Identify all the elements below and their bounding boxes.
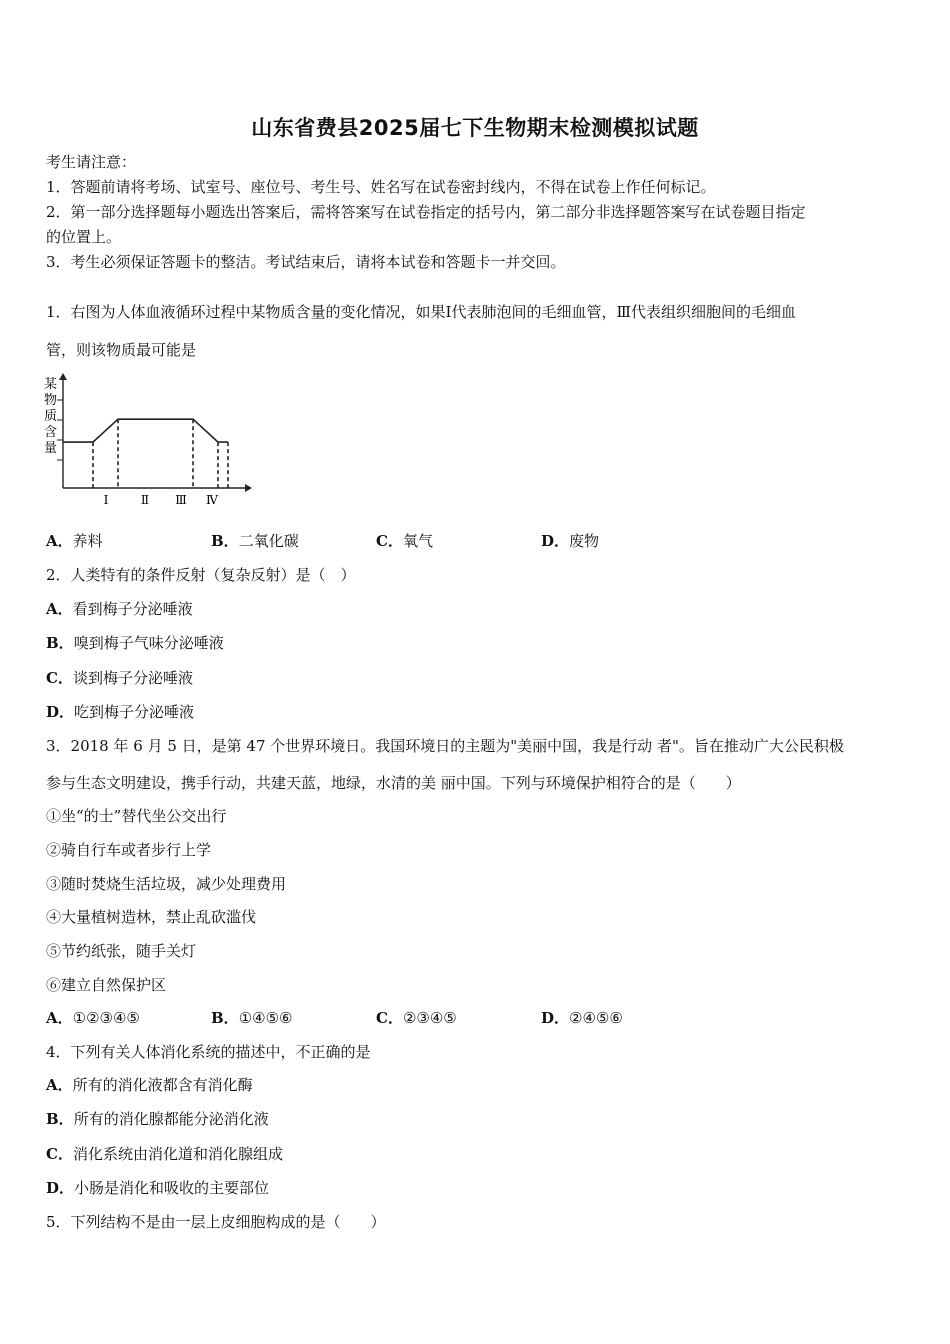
q1-chart [40,372,255,512]
q2-option-a[interactable]: A．看到梅子分泌唾液 [46,600,193,618]
chart-ylabel-char: 质 [44,409,58,424]
q4-option-b[interactable]: B．所有的消化腺都能分泌消化液 [46,1110,269,1128]
q3-stem-line2: 参与生态文明建设，携手行动，共建天蓝，地绿，水清的美 丽中国。下列与环境保护相符合的是（ ） [46,774,741,792]
chart-ylabel-char: 物 [44,393,58,408]
notice-item: 3．考生必须保证答题卡的整洁。考试结束后，请将本试卷和答题卡一并交回。 [46,253,566,271]
q3-item: ④大量植树造林，禁止乱砍滥伐 [46,908,257,926]
q1-option-d[interactable]: D．废物 [541,532,600,550]
chart-x-arrow [245,484,252,492]
q1-option-b[interactable]: B．二氧化碳 [211,532,299,550]
page-title: 山东省费县2025届七下生物期末检测模拟试题 [251,116,699,140]
q4-option-a[interactable]: A．所有的消化液都含有消化酶 [46,1076,253,1094]
chart-xtick-label: Ⅰ [103,493,109,507]
notice-heading: 考生请注意： [46,153,137,171]
q3-item: ⑥建立自然保护区 [46,976,167,994]
q3-option-a[interactable]: A．①②③④⑤ [46,1009,140,1027]
q2-option-b[interactable]: B．嗅到梅子气味分泌唾液 [46,634,224,652]
q3-option-b[interactable]: B．①④⑤⑥ [211,1009,293,1027]
q4-option-d[interactable]: D．小肠是消化和吸收的主要部位 [46,1179,270,1197]
q1-stem-line1: 1．右图为人体血液循环过程中某物质含量的变化情况，如果Ⅰ代表肺泡间的毛细血管，Ⅲ代表组织细胞间的毛细血 [46,303,796,321]
q3-option-d[interactable]: D．②④⑤⑥ [541,1009,623,1027]
chart-y-arrow [59,373,67,380]
chart-xtick-label: Ⅱ [140,493,150,507]
q3-item: ①坐“的士”替代坐公交出行 [46,807,227,825]
q4-stem: 4．下列有关人体消化系统的描述中，不正确的是 [46,1043,371,1061]
q2-option-c[interactable]: C．谈到梅子分泌唾液 [46,669,193,687]
q4-option-c[interactable]: C．消化系统由消化道和消化腺组成 [46,1145,283,1163]
chart-ylabel-char: 含 [44,425,58,440]
q1-stem-line2: 管，则该物质最可能是 [46,341,197,359]
q3-options [46,1008,706,1028]
q2-stem: 2．人类特有的条件反射（复杂反射）是（ ） [46,566,356,584]
q3-option-c[interactable]: C．②③④⑤ [376,1009,457,1027]
chart-ylabel-char: 某 [44,377,58,392]
chart-xtick-label: Ⅳ [206,493,218,507]
q3-item: ②骑自行车或者步行上学 [46,841,212,859]
q3-item: ⑤节约纸张，随手关灯 [46,942,197,960]
q1-options [46,531,706,551]
q3-stem-line1: 3．2018 年 6 月 5 日，是第 47 个世界环境日。我国环境日的主题为"美丽中国，我是行动 者"。旨在推动广大公民积极 [46,737,844,755]
notice-item: 的位置上。 [46,228,122,246]
q2-option-d[interactable]: D．吃到梅子分泌唾液 [46,703,195,721]
notice-item: 2．第一部分选择题每小题选出答案后，需将答案写在试卷指定的括号内，第二部分非选择题答案写在试卷题目指定 [46,203,806,221]
q5-stem: 5．下列结构不是由一层上皮细胞构成的是（ ） [46,1213,386,1231]
chart-ylabel-char: 量 [44,441,58,456]
q3-item: ③随时焚烧生活垃圾，减少处理费用 [46,875,287,893]
q1-option-a[interactable]: A．养料 [46,532,103,550]
chart-series-line [63,419,228,442]
notice-item: 1．答题前请将考场、试室号、座位号、考生号、姓名写在试卷密封线内，不得在试卷上作任何标记。 [46,178,716,196]
chart-xtick-label: Ⅲ [175,493,187,507]
q1-option-c[interactable]: C．氧气 [376,532,433,550]
